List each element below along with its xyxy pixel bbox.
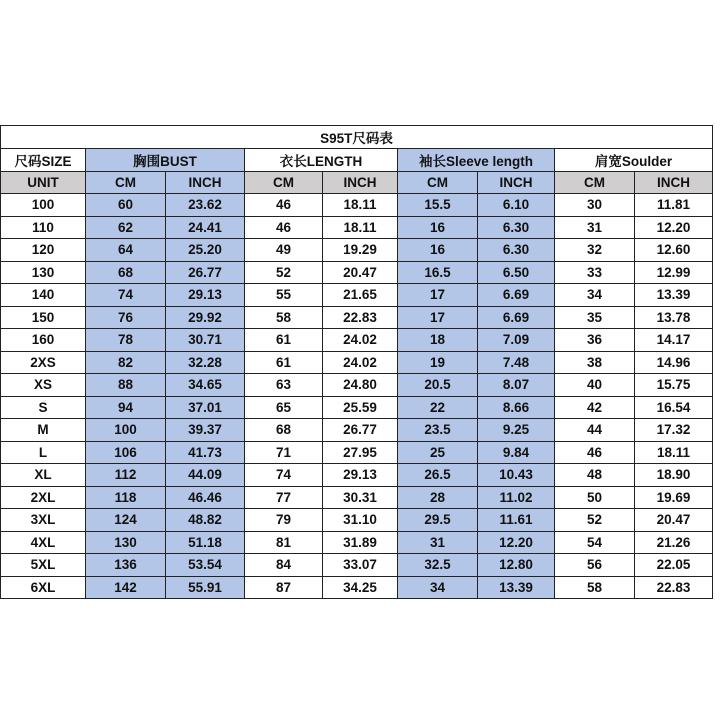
cell-sleeve-cm: 17 bbox=[398, 284, 478, 307]
cell-length-inch: 30.31 bbox=[323, 486, 398, 509]
cell-sleeve-inch: 8.07 bbox=[478, 374, 555, 397]
cell-shoulder-inch: 18.90 bbox=[635, 464, 713, 487]
cell-sleeve-cm: 16 bbox=[398, 216, 478, 239]
cell-bust-cm: 130 bbox=[86, 531, 166, 554]
cell-shoulder-cm: 42 bbox=[555, 396, 635, 419]
table-row bbox=[1, 216, 713, 239]
cell-size: 120 bbox=[1, 239, 86, 262]
cell-sleeve-inch: 6.50 bbox=[478, 261, 555, 284]
cell-shoulder-inch: 13.78 bbox=[635, 306, 713, 329]
cell-sleeve-inch: 13.39 bbox=[478, 576, 555, 599]
cell-shoulder-inch: 14.17 bbox=[635, 329, 713, 352]
cell-sleeve-cm: 16.5 bbox=[398, 261, 478, 284]
cell-shoulder-inch: 13.39 bbox=[635, 284, 713, 307]
cell-size: 6XL bbox=[1, 576, 86, 599]
cell-length-inch: 33.07 bbox=[323, 554, 398, 577]
cell-bust-cm: 78 bbox=[86, 329, 166, 352]
cell-shoulder-cm: 52 bbox=[555, 509, 635, 532]
cell-sleeve-cm: 18 bbox=[398, 329, 478, 352]
table-row bbox=[1, 239, 713, 262]
cell-length-cm: 77 bbox=[245, 486, 323, 509]
cell-size: XL bbox=[1, 464, 86, 487]
cell-shoulder-cm: 50 bbox=[555, 486, 635, 509]
cell-shoulder-inch: 12.20 bbox=[635, 216, 713, 239]
table-row bbox=[1, 554, 713, 577]
cell-shoulder-cm: 38 bbox=[555, 351, 635, 374]
cell-bust-inch: 39.37 bbox=[166, 419, 245, 442]
cell-bust-cm: 112 bbox=[86, 464, 166, 487]
cell-length-cm: 52 bbox=[245, 261, 323, 284]
cell-length-cm: 46 bbox=[245, 216, 323, 239]
table-row bbox=[1, 306, 713, 329]
header-row bbox=[1, 149, 713, 172]
header-sleeve: 袖长Sleeve length bbox=[398, 149, 555, 172]
table-row bbox=[1, 509, 713, 532]
cell-size: 3XL bbox=[1, 509, 86, 532]
cell-shoulder-inch: 22.05 bbox=[635, 554, 713, 577]
cell-shoulder-cm: 46 bbox=[555, 441, 635, 464]
cell-length-cm: 61 bbox=[245, 329, 323, 352]
cell-sleeve-cm: 16 bbox=[398, 239, 478, 262]
cell-shoulder-inch: 20.47 bbox=[635, 509, 713, 532]
table-row bbox=[1, 464, 713, 487]
cell-bust-inch: 26.77 bbox=[166, 261, 245, 284]
cell-size: XS bbox=[1, 374, 86, 397]
cell-shoulder-cm: 48 bbox=[555, 464, 635, 487]
cell-sleeve-cm: 29.5 bbox=[398, 509, 478, 532]
cell-sleeve-cm: 26.5 bbox=[398, 464, 478, 487]
cell-size: 130 bbox=[1, 261, 86, 284]
cell-sleeve-inch: 9.84 bbox=[478, 441, 555, 464]
cell-length-cm: 81 bbox=[245, 531, 323, 554]
cell-shoulder-inch: 11.81 bbox=[635, 194, 713, 217]
cell-bust-cm: 124 bbox=[86, 509, 166, 532]
size-chart-table bbox=[0, 125, 713, 599]
cell-sleeve-cm: 34 bbox=[398, 576, 478, 599]
cell-sleeve-cm: 31 bbox=[398, 531, 478, 554]
cell-bust-cm: 142 bbox=[86, 576, 166, 599]
unit-label: UNIT bbox=[1, 171, 86, 194]
cell-length-inch: 25.59 bbox=[323, 396, 398, 419]
cell-shoulder-cm: 36 bbox=[555, 329, 635, 352]
cell-length-cm: 84 bbox=[245, 554, 323, 577]
cell-sleeve-cm: 19 bbox=[398, 351, 478, 374]
unit-sleeve-cm: CM bbox=[398, 171, 478, 194]
cell-bust-inch: 23.62 bbox=[166, 194, 245, 217]
cell-length-inch: 34.25 bbox=[323, 576, 398, 599]
header-shoulder: 肩宽Soulder bbox=[555, 149, 713, 172]
cell-sleeve-inch: 6.30 bbox=[478, 216, 555, 239]
table-row bbox=[1, 531, 713, 554]
cell-shoulder-inch: 19.69 bbox=[635, 486, 713, 509]
cell-size: 150 bbox=[1, 306, 86, 329]
cell-length-cm: 79 bbox=[245, 509, 323, 532]
header-size: 尺码SIZE bbox=[1, 149, 86, 172]
cell-sleeve-inch: 6.30 bbox=[478, 239, 555, 262]
cell-length-inch: 26.77 bbox=[323, 419, 398, 442]
cell-bust-inch: 44.09 bbox=[166, 464, 245, 487]
cell-bust-inch: 55.91 bbox=[166, 576, 245, 599]
cell-length-inch: 24.02 bbox=[323, 329, 398, 352]
unit-sleeve-inch: INCH bbox=[478, 171, 555, 194]
table-row bbox=[1, 396, 713, 419]
table-row bbox=[1, 441, 713, 464]
cell-size: 5XL bbox=[1, 554, 86, 577]
cell-size: L bbox=[1, 441, 86, 464]
cell-length-cm: 87 bbox=[245, 576, 323, 599]
cell-bust-cm: 106 bbox=[86, 441, 166, 464]
cell-bust-cm: 60 bbox=[86, 194, 166, 217]
cell-size: 160 bbox=[1, 329, 86, 352]
cell-shoulder-cm: 33 bbox=[555, 261, 635, 284]
cell-length-cm: 46 bbox=[245, 194, 323, 217]
cell-sleeve-inch: 6.69 bbox=[478, 306, 555, 329]
cell-bust-inch: 48.82 bbox=[166, 509, 245, 532]
table-row bbox=[1, 351, 713, 374]
cell-sleeve-cm: 15.5 bbox=[398, 194, 478, 217]
cell-bust-inch: 41.73 bbox=[166, 441, 245, 464]
cell-sleeve-inch: 8.66 bbox=[478, 396, 555, 419]
cell-length-cm: 74 bbox=[245, 464, 323, 487]
cell-size: 140 bbox=[1, 284, 86, 307]
unit-bust-inch: INCH bbox=[166, 171, 245, 194]
cell-shoulder-cm: 31 bbox=[555, 216, 635, 239]
table-row bbox=[1, 374, 713, 397]
cell-shoulder-cm: 56 bbox=[555, 554, 635, 577]
cell-length-inch: 22.83 bbox=[323, 306, 398, 329]
cell-shoulder-cm: 32 bbox=[555, 239, 635, 262]
cell-length-inch: 24.80 bbox=[323, 374, 398, 397]
cell-shoulder-cm: 30 bbox=[555, 194, 635, 217]
cell-bust-inch: 46.46 bbox=[166, 486, 245, 509]
cell-bust-cm: 136 bbox=[86, 554, 166, 577]
cell-sleeve-inch: 6.69 bbox=[478, 284, 555, 307]
cell-length-inch: 21.65 bbox=[323, 284, 398, 307]
cell-sleeve-cm: 28 bbox=[398, 486, 478, 509]
cell-sleeve-inch: 9.25 bbox=[478, 419, 555, 442]
cell-shoulder-cm: 40 bbox=[555, 374, 635, 397]
cell-size: 2XL bbox=[1, 486, 86, 509]
cell-shoulder-inch: 14.96 bbox=[635, 351, 713, 374]
cell-shoulder-cm: 44 bbox=[555, 419, 635, 442]
cell-sleeve-inch: 7.09 bbox=[478, 329, 555, 352]
cell-shoulder-cm: 34 bbox=[555, 284, 635, 307]
cell-length-cm: 55 bbox=[245, 284, 323, 307]
cell-bust-inch: 37.01 bbox=[166, 396, 245, 419]
cell-length-inch: 20.47 bbox=[323, 261, 398, 284]
unit-shoulder-cm: CM bbox=[555, 171, 635, 194]
cell-bust-inch: 32.28 bbox=[166, 351, 245, 374]
table-row bbox=[1, 576, 713, 599]
cell-shoulder-cm: 58 bbox=[555, 576, 635, 599]
cell-bust-inch: 29.92 bbox=[166, 306, 245, 329]
cell-size: 2XS bbox=[1, 351, 86, 374]
cell-shoulder-inch: 21.26 bbox=[635, 531, 713, 554]
cell-length-inch: 19.29 bbox=[323, 239, 398, 262]
cell-shoulder-cm: 35 bbox=[555, 306, 635, 329]
cell-length-inch: 29.13 bbox=[323, 464, 398, 487]
cell-bust-inch: 51.18 bbox=[166, 531, 245, 554]
title-row bbox=[1, 126, 713, 149]
cell-bust-cm: 74 bbox=[86, 284, 166, 307]
cell-sleeve-inch: 12.20 bbox=[478, 531, 555, 554]
cell-bust-cm: 64 bbox=[86, 239, 166, 262]
cell-shoulder-inch: 22.83 bbox=[635, 576, 713, 599]
cell-bust-cm: 82 bbox=[86, 351, 166, 374]
cell-size: 4XL bbox=[1, 531, 86, 554]
cell-bust-cm: 100 bbox=[86, 419, 166, 442]
cell-length-cm: 71 bbox=[245, 441, 323, 464]
cell-length-cm: 58 bbox=[245, 306, 323, 329]
cell-bust-cm: 76 bbox=[86, 306, 166, 329]
table-row bbox=[1, 329, 713, 352]
cell-length-inch: 31.89 bbox=[323, 531, 398, 554]
chart-title: S95T尺码表 bbox=[1, 126, 713, 149]
cell-length-cm: 61 bbox=[245, 351, 323, 374]
cell-sleeve-cm: 22 bbox=[398, 396, 478, 419]
cell-sleeve-cm: 17 bbox=[398, 306, 478, 329]
cell-bust-inch: 34.65 bbox=[166, 374, 245, 397]
cell-sleeve-inch: 11.02 bbox=[478, 486, 555, 509]
cell-length-cm: 63 bbox=[245, 374, 323, 397]
cell-shoulder-inch: 15.75 bbox=[635, 374, 713, 397]
header-length: 衣长LENGTH bbox=[245, 149, 398, 172]
cell-length-cm: 49 bbox=[245, 239, 323, 262]
cell-bust-cm: 94 bbox=[86, 396, 166, 419]
cell-shoulder-cm: 54 bbox=[555, 531, 635, 554]
cell-bust-cm: 118 bbox=[86, 486, 166, 509]
cell-length-inch: 18.11 bbox=[323, 216, 398, 239]
cell-sleeve-inch: 12.80 bbox=[478, 554, 555, 577]
cell-size: S bbox=[1, 396, 86, 419]
cell-shoulder-inch: 18.11 bbox=[635, 441, 713, 464]
table-row bbox=[1, 261, 713, 284]
cell-size: 110 bbox=[1, 216, 86, 239]
cell-bust-inch: 25.20 bbox=[166, 239, 245, 262]
cell-shoulder-inch: 12.99 bbox=[635, 261, 713, 284]
cell-sleeve-inch: 7.48 bbox=[478, 351, 555, 374]
table-row bbox=[1, 194, 713, 217]
cell-bust-inch: 24.41 bbox=[166, 216, 245, 239]
cell-bust-cm: 68 bbox=[86, 261, 166, 284]
unit-row bbox=[1, 171, 713, 194]
cell-bust-cm: 62 bbox=[86, 216, 166, 239]
cell-sleeve-inch: 10.43 bbox=[478, 464, 555, 487]
cell-sleeve-cm: 32.5 bbox=[398, 554, 478, 577]
unit-bust-cm: CM bbox=[86, 171, 166, 194]
table-row bbox=[1, 486, 713, 509]
table-row bbox=[1, 284, 713, 307]
cell-bust-inch: 30.71 bbox=[166, 329, 245, 352]
unit-length-cm: CM bbox=[245, 171, 323, 194]
unit-shoulder-inch: INCH bbox=[635, 171, 713, 194]
cell-length-cm: 68 bbox=[245, 419, 323, 442]
cell-sleeve-cm: 25 bbox=[398, 441, 478, 464]
cell-length-inch: 18.11 bbox=[323, 194, 398, 217]
cell-length-cm: 65 bbox=[245, 396, 323, 419]
cell-sleeve-cm: 23.5 bbox=[398, 419, 478, 442]
table-row bbox=[1, 419, 713, 442]
cell-bust-cm: 88 bbox=[86, 374, 166, 397]
unit-length-inch: INCH bbox=[323, 171, 398, 194]
cell-shoulder-inch: 16.54 bbox=[635, 396, 713, 419]
cell-shoulder-inch: 12.60 bbox=[635, 239, 713, 262]
cell-length-inch: 27.95 bbox=[323, 441, 398, 464]
cell-size: 100 bbox=[1, 194, 86, 217]
cell-sleeve-inch: 6.10 bbox=[478, 194, 555, 217]
cell-size: M bbox=[1, 419, 86, 442]
header-bust: 胸围BUST bbox=[86, 149, 245, 172]
cell-shoulder-inch: 17.32 bbox=[635, 419, 713, 442]
cell-length-inch: 24.02 bbox=[323, 351, 398, 374]
cell-bust-inch: 53.54 bbox=[166, 554, 245, 577]
cell-sleeve-inch: 11.61 bbox=[478, 509, 555, 532]
cell-length-inch: 31.10 bbox=[323, 509, 398, 532]
cell-sleeve-cm: 20.5 bbox=[398, 374, 478, 397]
cell-bust-inch: 29.13 bbox=[166, 284, 245, 307]
